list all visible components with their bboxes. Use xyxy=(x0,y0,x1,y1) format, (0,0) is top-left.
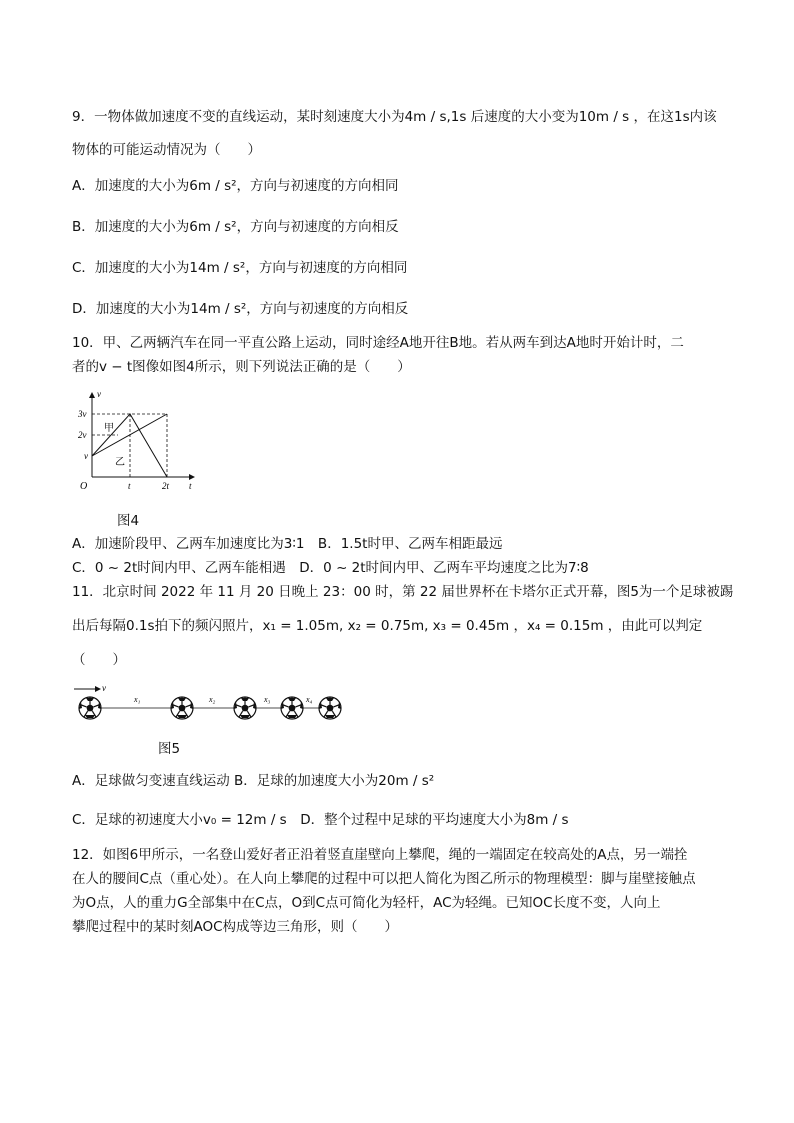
figure-5-caption: 图5 xyxy=(158,741,181,757)
q11-option-ab: A．足球做匀变速直线运动 B．足球的加速度大小为20m / s² xyxy=(72,773,435,789)
q11-option-cd: C．足球的初速度大小v₀ = 12m / s D．整个过程中足球的平均速度大小为8m / s xyxy=(72,812,569,828)
ball-5 xyxy=(319,697,341,719)
interval-x2-label: x₂ xyxy=(209,695,216,704)
q12-stem-line4: 攀爬过程中的某时刻AOC构成等边三角形，则（ ） xyxy=(72,919,399,935)
tick-t: t xyxy=(128,481,131,491)
tick-3v: 3v xyxy=(78,409,87,419)
figure-4-vt-graph xyxy=(78,385,208,500)
q12-stem-line2: 在人的腰间C点（重心处）。在人向上攀爬的过程中可以把人简化为图乙所示的物理模型：脚与崖壁接触点 xyxy=(72,871,696,887)
figure-5-strobe-photo xyxy=(72,680,352,725)
interval-x3-label: x₃ xyxy=(264,695,271,704)
q9-option-c: C．加速度的大小为14m / s²，方向与初速度的方向相同 xyxy=(72,260,408,276)
q11-stem-line3: （ ） xyxy=(72,652,126,668)
velocity-label: v xyxy=(102,683,106,693)
interval-x1-label: x₁ xyxy=(134,695,141,704)
q10-options-line2: C．0 ~ 2t时间内甲、乙两车能相遇 D．0 ~ 2t时间内甲、乙两车平均速度之比为7∶8 xyxy=(72,560,589,576)
figure-4-caption: 图4 xyxy=(117,513,140,529)
q9-option-a: A．加速度的大小为6m / s²，方向与初速度的方向相同 xyxy=(72,178,399,194)
q10-stem-line2: 者的v − t图像如图4所示，则下列说法正确的是（ ） xyxy=(72,359,411,375)
ball-3 xyxy=(234,697,256,719)
tick-2t: 2t xyxy=(162,481,170,491)
tick-2v: 2v xyxy=(78,430,87,440)
q10-options-line1: A．加速阶段甲、乙两车加速度比为3∶1 B．1.5t时甲、乙两车相距最远 xyxy=(72,536,503,552)
ball-2 xyxy=(171,697,193,719)
tick-v: v xyxy=(84,451,88,461)
q9-stem-line2: 物体的可能运动情况为（ ） xyxy=(72,142,261,158)
ball-1 xyxy=(79,697,101,719)
q11-stem-line2: 出后每隔0.1s拍下的频闪照片，x₁ = 1.05m, x₂ = 0.75m, x₃ = 0.45m ，x₄ = 0.15m ，由此可以判定 xyxy=(72,618,703,634)
label-v-axis: v xyxy=(97,389,101,399)
q10-stem-line1: 10．甲、乙两辆汽车在同一平直公路上运动，同时途经A地开往B地。若从两车到达A地时开始计时，二 xyxy=(72,335,684,351)
series-yi-label: 乙 xyxy=(115,457,125,468)
interval-x4-label: x₄ xyxy=(306,695,313,704)
label-origin: O xyxy=(80,481,88,492)
q11-stem-line1: 11．北京时间 2022 年 11 月 20 日晚上 23：00 时，第 22 届世界杯在卡塔尔正式开幕，图5为一个足球被踢 xyxy=(72,584,734,600)
q9-stem-line1: 9．一物体做加速度不变的直线运动，某时刻速度大小为4m / s,1s 后速度的大小变为10m / s ，在这1s内该 xyxy=(72,109,717,125)
series-jia-label: 甲 xyxy=(104,423,114,434)
label-t-axis: t xyxy=(189,481,192,491)
ball-4 xyxy=(281,697,303,719)
q9-option-b: B．加速度的大小为6m / s²，方向与初速度的方向相反 xyxy=(72,219,399,235)
q9-option-d: D．加速度的大小为14m / s²，方向与初速度的方向相反 xyxy=(72,301,409,317)
q12-stem-line1: 12．如图6甲所示，一名登山爱好者正沿着竖直崖壁向上攀爬，绳的一端固定在较高处的A点，另一端拴 xyxy=(72,847,688,863)
q12-stem-line3: 为O点，人的重力G全部集中在C点，O到C点可简化为轻杆，AC为轻绳。已知OC长度不变，人向上 xyxy=(72,895,661,911)
